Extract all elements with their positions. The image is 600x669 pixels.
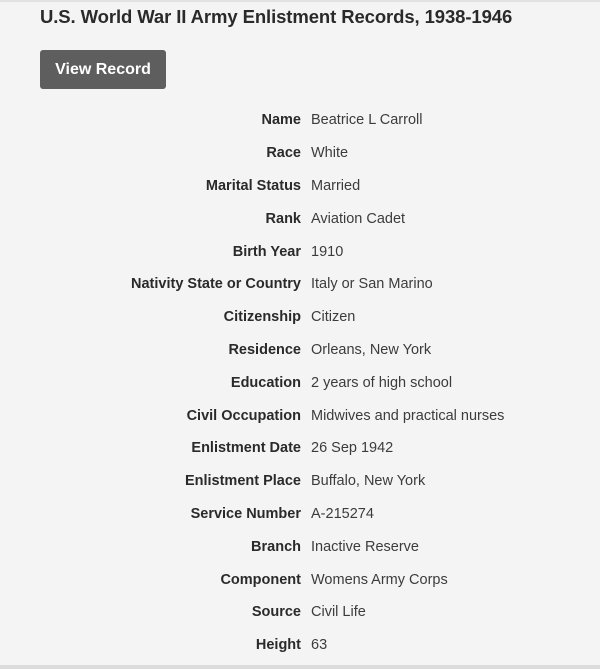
record-row-marital-status [0,170,600,203]
field-value: Inactive Reserve [311,538,419,555]
field-value: Womens Army Corps [311,571,448,588]
record-details [0,104,600,662]
field-value: 26 Sep 1942 [311,440,394,457]
field-value: Civil Life [311,604,366,621]
top-divider [0,0,600,2]
field-label: Civil Occupation [186,407,301,424]
record-row-source [0,596,600,629]
record-row-civil-occupation [0,399,600,432]
record-row-height [0,629,600,662]
record-row-rank [0,202,600,235]
field-label: Enlistment Place [184,473,301,490]
field-label: Service Number [190,505,301,522]
record-row-education [0,366,600,399]
field-label: Birth Year [232,243,301,260]
field-label: Source [251,604,301,621]
field-value: 63 [311,637,328,654]
field-label: Name [261,112,301,129]
record-row-race [0,137,600,170]
record-row-residence [0,334,600,367]
field-label: Education [230,374,301,391]
field-value: Buffalo, New York [311,473,426,490]
bottom-divider [0,665,600,669]
field-label: Enlistment Date [191,440,301,457]
page-title: U.S. World War II Army Enlistment Records, 1938-1946 [40,6,513,27]
field-label: Branch [251,538,301,555]
field-value: A-215274 [311,505,374,522]
field-value: White [311,145,349,162]
record-row-citizenship [0,301,600,334]
field-value: Aviation Cadet [311,210,406,227]
field-value: Beatrice L Carroll [311,112,423,129]
record-row-enlistment-place [0,465,600,498]
record-row-nativity [0,268,600,301]
record-row-name [0,104,600,137]
field-value: Married [311,177,361,194]
record-row-birth-year [0,235,600,268]
field-label: Marital Status [205,177,301,194]
field-label: Component [220,571,301,588]
field-label: Nativity State or Country [131,276,301,293]
field-value: Orleans, New York [311,341,432,358]
field-value: Citizen [311,309,356,326]
field-label: Height [255,637,301,654]
field-label: Residence [228,341,301,358]
field-label: Race [266,145,301,162]
record-row-branch [0,530,600,563]
field-label: Citizenship [223,309,301,326]
field-value: Midwives and practical nurses [311,407,505,424]
record-row-service-number [0,498,600,531]
record-row-component [0,563,600,596]
field-value: 1910 [311,243,344,260]
field-label: Rank [265,210,301,227]
field-value: Italy or San Marino [311,276,433,293]
field-value: 2 years of high school [311,374,453,391]
view-record-button[interactable]: View Record [40,50,166,89]
record-row-enlistment-date [0,432,600,465]
